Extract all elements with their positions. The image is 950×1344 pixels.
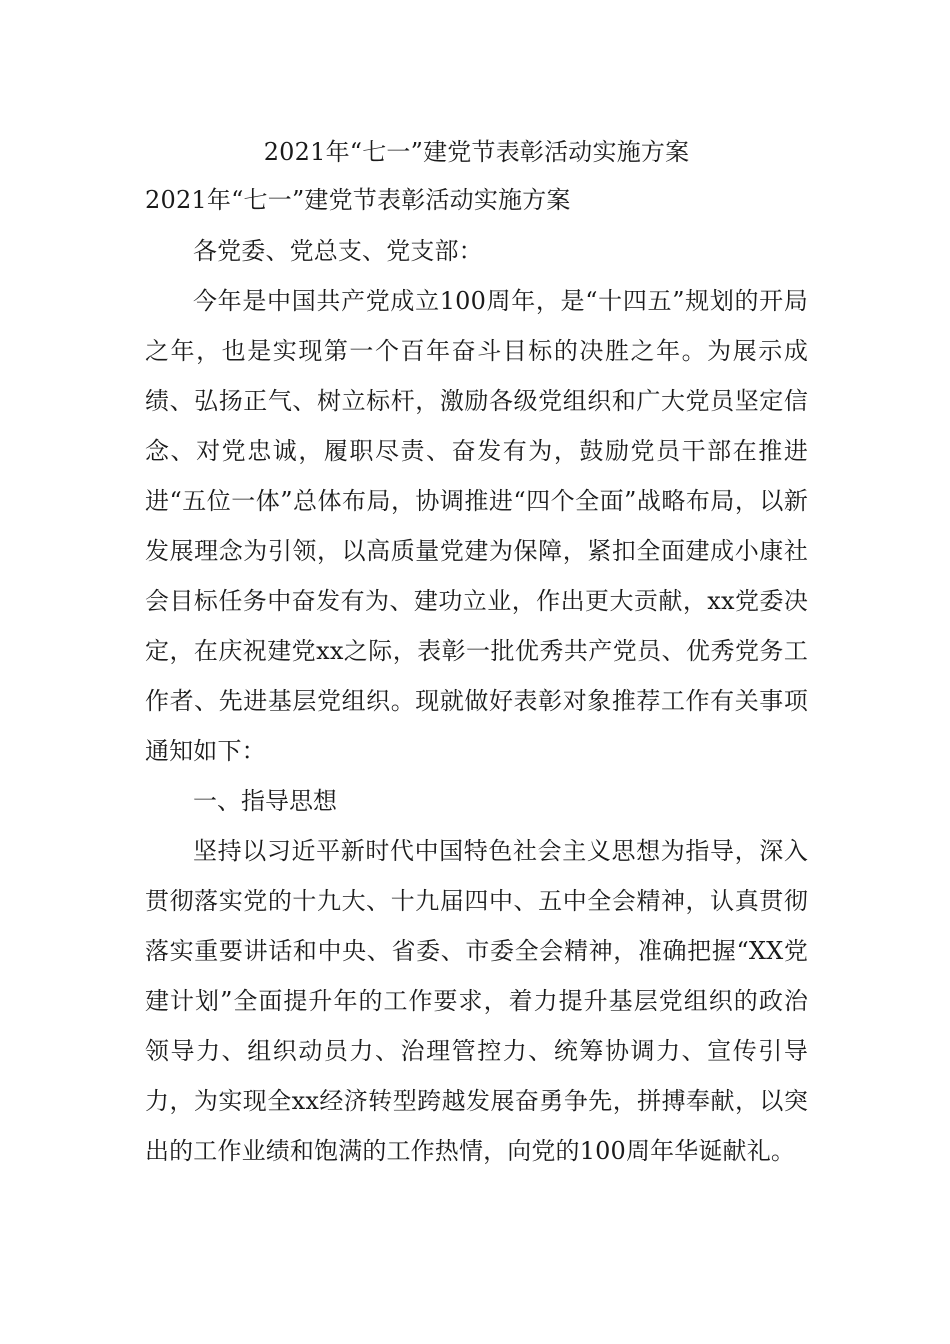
document-subtitle: 2021年“七一”建党节表彰活动实施方案 [145,186,571,214]
document-body [145,128,808,1176]
document-title: 2021年“七一”建党节表彰活动实施方案 [263,138,690,166]
intro-paragraph: 今年是中国共产党成立100周年，是“十四五”规划的开局之年，也是实现第一个百年奋斗目标的决胜之年。为展示成绩、弘扬正气、树立标杆，激励各级党组织和广大党员坚定信念、对党忠诚，履职尽责、奋发有为，鼓励党员干部在推进进“五位一体”总体布局，协调推进“四个全面”战略布局，以新发展理念为引领，以高质量党建为保障，紧扣全面建成小康社会目标任务中奋发有为、建功立业，作出更大贡献，xx党委决定，在庆祝建党xx之际，表彰一批优秀共产党员、优秀党务工作者、先进基层党组织。现就做好表彰对象推荐工作有关事项通知如下： [145,287,808,765]
section-paragraph-guiding-ideology: 坚持以习近平新时代中国特色社会主义思想为指导，深入贯彻落实党的十九大、十九届四中、五中全会精神，认真贯彻落实重要讲话和中央、省委、市委全会精神，准确把握“XX党建计划”全面提升年的工作要求，着力提升基层党组织的政治领导力、组织动员力、治理管控力、统筹协调力、宣传引导力，为实现全xx经济转型跨越发展奋勇争先，拼搏奉献，以突出的工作业绩和饱满的工作热情，向党的100周年华诞献礼。 [145,837,808,1165]
salutation: 各党委、党总支、党支部： [193,237,483,265]
section-heading-guiding-ideology: 一、指导思想 [193,787,337,815]
